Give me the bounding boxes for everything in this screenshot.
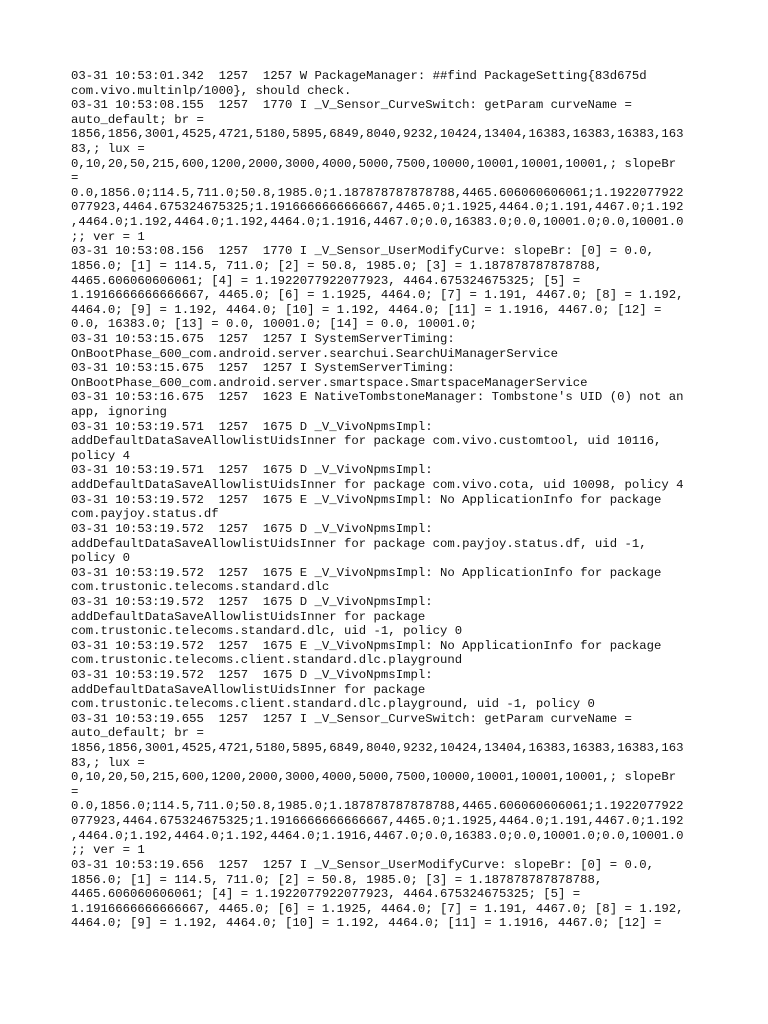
log-line: = <box>71 171 79 186</box>
log-line: 077923,4464.675324675325;1.1916666666666667,4465.0;1.1925,4464.0;1.191,4467.0;1.192 <box>71 814 684 829</box>
log-line: 03-31 10:53:15.675 1257 1257 I SystemServerTiming: <box>71 361 455 376</box>
log-line: 4465.606060606061; [4] = 1.1922077922077923, 4464.675324675325; [5] = <box>71 273 581 288</box>
log-line: 03-31 10:53:19.572 1257 1675 E _V_VivoNpmsImpl: No ApplicationInfo for package <box>71 565 662 580</box>
log-line: 83,; lux = <box>71 142 145 157</box>
log-line: 03-31 10:53:19.572 1257 1675 E _V_VivoNpmsImpl: No ApplicationInfo for package <box>71 492 662 507</box>
log-line: policy 0 <box>71 551 131 566</box>
log-line: 1856,1856,3001,4525,4721,5180,5895,6849,8040,9232,10424,13404,16383,16383,16383,163 <box>71 741 684 756</box>
log-line: com.trustonic.telecoms.client.standard.dlc.playground <box>71 653 463 668</box>
log-line: 03-31 10:53:19.571 1257 1675 D _V_VivoNpmsImpl: <box>71 419 433 434</box>
log-line: ;; ver = 1 <box>71 229 145 244</box>
log-line: 4464.0; [9] = 1.192, 4464.0; [10] = 1.192, 4464.0; [11] = 1.1916, 4467.0; [12] = <box>71 302 662 317</box>
log-line: 03-31 10:53:01.342 1257 1257 W PackageManager: ##find PackageSetting{83d675d <box>71 69 647 83</box>
log-line: app, ignoring <box>71 405 167 420</box>
log-line: 03-31 10:53:08.155 1257 1770 I _V_Sensor_CurveSwitch: getParam curveName = <box>71 98 632 113</box>
log-line: 03-31 10:53:19.655 1257 1257 I _V_Sensor_CurveSwitch: getParam curveName = <box>71 711 632 726</box>
log-line: = <box>71 784 79 799</box>
log-line: 0,10,20,50,215,600,1200,2000,3000,4000,5000,7500,10000,10001,10001,10001,; slopeBr <box>71 770 677 785</box>
log-line: 0.0,1856.0;114.5,711.0;50.8,1985.0;1.187878787878788,4465.606060606061;1.1922077922 <box>71 185 684 200</box>
log-line: 1856.0; [1] = 114.5, 711.0; [2] = 50.8, 1985.0; [3] = 1.187878787878788, <box>71 258 603 273</box>
log-line: ,4464.0;1.192,4464.0;1.192,4464.0;1.1916,4467.0;0.0,16383.0;0.0,10001.0;0.0,10001.0 <box>71 828 684 843</box>
log-line: com.trustonic.telecoms.standard.dlc <box>71 580 330 595</box>
log-line: addDefaultDataSaveAllowlistUidsInner for package <box>71 609 426 624</box>
log-line: ,4464.0;1.192,4464.0;1.192,4464.0;1.1916,4467.0;0.0,16383.0;0.0,10001.0;0.0,10001.0 <box>71 215 684 230</box>
log-line: 1.1916666666666667, 4465.0; [6] = 1.1925, 4464.0; [7] = 1.191, 4467.0; [8] = 1.192, <box>71 901 684 916</box>
log-line: 03-31 10:53:19.572 1257 1675 D _V_VivoNpmsImpl: <box>71 521 433 536</box>
log-line: addDefaultDataSaveAllowlistUidsInner for package com.vivo.cota, uid 10098, policy 4 <box>71 478 684 493</box>
log-line: 1.1916666666666667, 4465.0; [6] = 1.1925, 4464.0; [7] = 1.191, 4467.0; [8] = 1.192, <box>71 288 684 303</box>
log-line: 0,10,20,50,215,600,1200,2000,3000,4000,5000,7500,10000,10001,10001,10001,; slopeBr <box>71 156 677 171</box>
log-line: addDefaultDataSaveAllowlistUidsInner for package com.payjoy.status.df, uid -1, <box>71 536 647 551</box>
log-line: auto_default; br = <box>71 726 204 741</box>
log-line: 4464.0; [9] = 1.192, 4464.0; [10] = 1.192, 4464.0; [11] = 1.1916, 4467.0; [12] = <box>71 916 662 931</box>
log-line: 03-31 10:53:15.675 1257 1257 I SystemServerTiming: <box>71 331 455 346</box>
log-line: 03-31 10:53:19.572 1257 1675 D _V_VivoNpmsImpl: <box>71 594 433 609</box>
log-line: addDefaultDataSaveAllowlistUidsInner for package <box>71 682 426 697</box>
log-line: com.vivo.multinlp/1000}, should check. <box>71 83 352 98</box>
log-line: policy 4 <box>71 448 131 463</box>
log-line: 03-31 10:53:19.571 1257 1675 D _V_VivoNpmsImpl: <box>71 463 433 478</box>
log-line: 03-31 10:53:19.572 1257 1675 E _V_VivoNpmsImpl: No ApplicationInfo for package <box>71 638 662 653</box>
log-line: 03-31 10:53:19.572 1257 1675 D _V_VivoNpmsImpl: <box>71 667 433 682</box>
log-line: com.payjoy.status.df <box>71 507 219 522</box>
log-line: OnBootPhase_600_com.android.server.searchui.SearchUiManagerService <box>71 346 559 361</box>
log-line: 03-31 10:53:16.675 1257 1623 E NativeTombstoneManager: Tombstone's UID (0) not an <box>71 390 684 405</box>
log-line: com.trustonic.telecoms.standard.dlc, uid -1, policy 0 <box>71 624 463 639</box>
log-line: 4465.606060606061; [4] = 1.1922077922077923, 4464.675324675325; [5] = <box>71 887 581 902</box>
log-line: OnBootPhase_600_com.android.server.smartspace.SmartspaceManagerService <box>71 375 588 390</box>
log-line: 0.0,1856.0;114.5,711.0;50.8,1985.0;1.187878787878788,4465.606060606061;1.1922077922 <box>71 799 684 814</box>
log-document <box>71 69 711 931</box>
log-line: addDefaultDataSaveAllowlistUidsInner for package com.vivo.customtool, uid 10116, <box>71 434 662 449</box>
log-line: com.trustonic.telecoms.client.standard.dlc.playground, uid -1, policy 0 <box>71 697 595 712</box>
log-line: 03-31 10:53:08.156 1257 1770 I _V_Sensor_UserModifyCurve: slopeBr: [0] = 0.0, <box>71 244 654 259</box>
log-line: 077923,4464.675324675325;1.1916666666666667,4465.0;1.1925,4464.0;1.191,4467.0;1.192 <box>71 200 684 215</box>
log-line: auto_default; br = <box>71 112 204 127</box>
log-line: 03-31 10:53:19.656 1257 1257 I _V_Sensor_UserModifyCurve: slopeBr: [0] = 0.0, <box>71 857 654 872</box>
log-line: ;; ver = 1 <box>71 843 145 858</box>
log-line: 0.0, 16383.0; [13] = 0.0, 10001.0; [14] = 0.0, 10001.0; <box>71 317 477 332</box>
log-line: 1856,1856,3001,4525,4721,5180,5895,6849,8040,9232,10424,13404,16383,16383,16383,163 <box>71 127 684 142</box>
log-line: 83,; lux = <box>71 755 145 770</box>
log-line: 1856.0; [1] = 114.5, 711.0; [2] = 50.8, 1985.0; [3] = 1.187878787878788, <box>71 872 603 887</box>
